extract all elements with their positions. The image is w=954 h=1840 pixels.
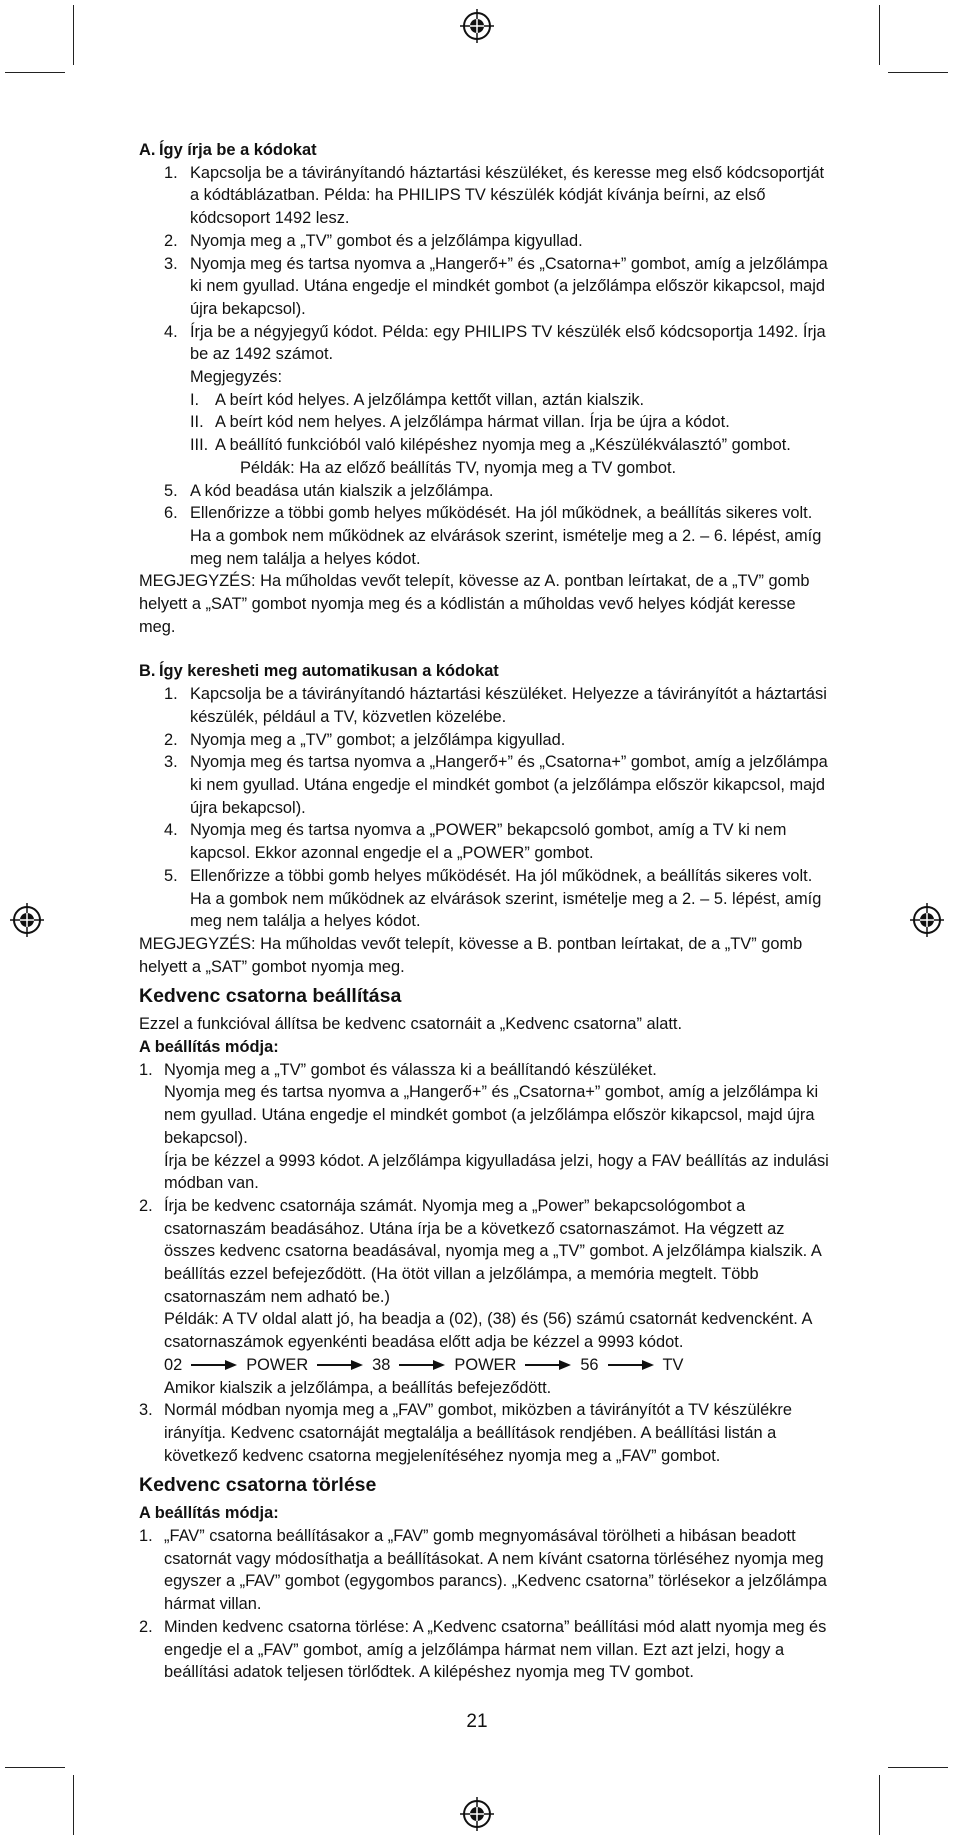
registration-mark-icon (10, 903, 44, 937)
fav-delete-steps (139, 1525, 829, 1684)
item-text: Kapcsolja be a távirányítandó háztartási készüléket, és keresse meg első kódcsoportját a kódtáblázatban. Példa: ha PHILIPS TV készülék kódját kívánja beírni, az első kódcsoport 1492 lesz. (190, 163, 825, 228)
channel-flow (164, 1354, 829, 1377)
note-text: A beírt kód helyes. A jelzőlámpa kettőt villan, aztán kialszik. (215, 390, 645, 409)
item-text: „FAV” csatorna beállításakor a „FAV” gomb megnyomásával törölheti a hibásan beadott csatornát vagy módosíthatja a beállításokat. A nem kívánt csatorna törléséhez nyomja meg egyszer a „FAV” gombot (egygombos parancs). „Kedvenc csatorna” törlésekor a jelzőlámpa hármat villan. (164, 1527, 827, 1614)
list-item (139, 1616, 829, 1684)
item-number: 1. (164, 685, 178, 704)
arrow-right-icon (608, 1360, 654, 1370)
list-item (139, 819, 829, 864)
item-number: 6. (164, 504, 178, 523)
item-text: Írja be a négyjegyű kódot. Példa: egy PHILIPS TV készülék első kódcsoportja 1492. Írja be az 1492 számot. (190, 322, 826, 364)
section-a-steps (139, 162, 829, 389)
note-example: Példák: Ha az előző beállítás TV, nyomja meg a TV gombot. (240, 458, 677, 477)
item-text: Nyomja meg a „TV” gombot; a jelzőlámpa kigyullad. (190, 730, 566, 749)
section-letter: A. (139, 141, 156, 159)
list-item (139, 230, 829, 253)
crop-mark (888, 1767, 948, 1768)
item-number: 1. (139, 1060, 153, 1079)
note-label: Megjegyzés: (190, 368, 283, 387)
note-text: A beírt kód nem helyes. A jelzőlámpa hármat villan. Írja be újra a kódot. (215, 413, 730, 432)
item-number: 1. (164, 163, 178, 182)
item-text: Kapcsolja be a távirányítandó háztartási készüléket. Helyezze a távirányítót a háztartási készülék, például a TV, közvetlen közelébe. (190, 685, 827, 726)
item-number: 2. (164, 231, 178, 250)
item-text: Normál módban nyomja meg a „FAV” gombot, miközben a távirányítót a TV készülékre irányítja. Kedvenc csatornáját megtalálja a beállítások rendjében. A beállítási listán a következő kedvenc csatorna megjelenítéséhez nyomja meg a „FAV” gombot. (164, 1401, 792, 1465)
item-number: 3. (164, 254, 178, 273)
fav-delete-heading: Kedvenc csatorna törlése (139, 1474, 377, 1497)
section-a-notes (139, 389, 829, 480)
item-number: 2. (139, 1196, 153, 1215)
registration-mark-icon (910, 903, 944, 937)
list-item (139, 865, 829, 933)
list-item (139, 162, 829, 230)
page-number: 21 (466, 1711, 488, 1732)
crop-mark (73, 5, 74, 65)
item-text: Ellenőrizze a többi gomb helyes működését. Ha jól működnek, a beállítás sikeres volt. Ha a gombok nem működnek az elvárások szerint, ismételje meg a 2. – 5. lépést, amíg meg nem találja a helyes kódot. (190, 866, 822, 931)
fav-set-heading: Kedvenc csatorna beállítása (139, 985, 402, 1008)
item-text: Írja be kézzel a 9993 kódot. A jelzőlámpa kigyulladása jelzi, hogy a FAV beállítás az indulási módban van. (164, 1151, 829, 1193)
list-item (139, 1399, 829, 1467)
crop-mark (888, 72, 948, 73)
section-title-text: Így keresheti meg automatikusan a kódokat (159, 662, 499, 681)
item-text: A kód beadása után kialszik a jelzőlámpa. (190, 481, 494, 500)
roman-number: III. (190, 436, 209, 455)
flow-token: TV (662, 1355, 684, 1374)
list-item (139, 502, 829, 570)
item-number: 4. (164, 322, 178, 341)
arrow-right-icon (191, 1360, 237, 1370)
arrow-right-icon (525, 1360, 571, 1370)
item-number: 5. (164, 481, 178, 500)
section-title-text: Így írja be a kódokat (159, 141, 317, 159)
flow-token: 02 (164, 1355, 183, 1374)
fav-set-subhead: A beállítás módja: (139, 1038, 279, 1057)
crop-mark (879, 1775, 880, 1835)
section-a-steps-cont (139, 480, 829, 571)
list-item (139, 480, 829, 503)
section-b-title (139, 660, 829, 683)
list-item (139, 253, 829, 321)
section-a-note: MEGJEGYZÉS: Ha műholdas vevőt telepít, kövesse az A. pontban leírtakat, de a „TV” gomb helyett a „SAT” gombot nyomja meg és a kódlistán a műholdas vevő helyes kódját keresse meg. (139, 572, 810, 636)
registration-mark-icon (460, 9, 494, 43)
list-item (139, 1059, 829, 1195)
item-text: Ellenőrizze a többi gomb helyes működését. Ha jól működnek, a beállítás sikeres volt. Ha a gombok nem működnek az elvárások szerint, ismételje meg a 2. – 6. lépést, amíg meg nem találja a helyes kódot. (190, 504, 822, 568)
arrow-right-icon (399, 1360, 445, 1370)
list-item (139, 321, 829, 389)
item-text: Minden kedvenc csatorna törlése: A „Kedvenc csatorna” beállítási mód alatt nyomja meg és engedje el a „FAV” gombot, amíg a jelzőlámpa hármat nem villan. Ezt azt jelzi, hogy a beállítási adatok teljesen törlődtek. A kilépéshez nyomja meg TV gombot. (164, 1617, 827, 1682)
section-letter: B. (139, 662, 156, 681)
roman-number: I. (190, 390, 200, 409)
note-item (139, 411, 829, 434)
list-item (139, 729, 829, 752)
note-item (139, 389, 829, 412)
registration-mark-icon (460, 1797, 494, 1831)
flow-token: POWER (454, 1355, 517, 1374)
list-item (139, 751, 829, 819)
item-number: 3. (139, 1401, 153, 1420)
section-b-steps (139, 683, 829, 933)
item-text: Nyomja meg és tartsa nyomva a „POWER” bekapcsoló gombot, amíg a TV ki nem kapcsol. Ekkor azonnal engedje el a „POWER” gombot. (190, 821, 787, 863)
list-item (139, 683, 829, 728)
list-item (139, 1195, 829, 1399)
section-b-note: MEGJEGYZÉS: Ha műholdas vevőt telepít, kövesse a B. pontban leírtakat, de a „TV” gomb helyett a „SAT” gombot nyomja meg. (139, 934, 803, 976)
note-text: A beállító funkcióból való kilépéshez nyomja meg a „Készülékválasztó” gombot. (215, 436, 791, 455)
list-item (139, 1525, 829, 1616)
item-number: 2. (164, 730, 178, 749)
item-number: 3. (164, 753, 178, 772)
page-content (139, 139, 829, 1684)
item-number: 1. (139, 1527, 153, 1546)
fav-delete-subhead: A beállítás módja: (139, 1504, 279, 1523)
roman-number: II. (190, 413, 204, 432)
item-text: Nyomja meg és tartsa nyomva a „Hangerő+” és „Csatorna+” gombot, amíg a jelzőlámpa ki nem gyullad. Utána engedje el mindkét gombot (a jelzőlámpa először kikapcsol, majd újra bekapcsol). (164, 1083, 819, 1147)
item-text: Nyomja meg a „TV” gombot és a jelzőlámpa kigyullad. (190, 231, 583, 250)
item-number: 2. (139, 1617, 153, 1636)
crop-mark (5, 1767, 65, 1768)
item-text: Írja be kedvenc csatornája számát. Nyomja meg a „Power” bekapcsológombot a csatornaszám beadásához. Utána írja be a következő csatornaszámot. Ha végzett az összes kedvenc csatorna beadásával, nyomja meg a „TV” gombot. A jelzőlámpa kialszik. A beállítás ezzel befejeződött. (Ha ötöt villan a jelzőlámpa, a memória megtelt. Több csatornaszám nem adható be.) (164, 1196, 821, 1306)
flow-token: 38 (372, 1355, 391, 1374)
fav-set-intro: Ezzel a funkcióval állítsa be kedvenc csatornáit a „Kedvenc csatorna” alatt. (139, 1015, 682, 1034)
item-text: Nyomja meg és tartsa nyomva a „Hangerő+” és „Csatorna+” gombot, amíg a jelzőlámpa ki nem gyullad. Utána engedje el mindkét gombot (a jelzőlámpa először kikapcsol, majd újra bekapcsol). (190, 753, 828, 817)
fav-set-steps (139, 1059, 829, 1468)
item-text: Példák: A TV oldal alatt jó, ha beadja a (02), (38) és (56) számú csatornát kedvencként. A csatornaszámok egyenkénti beadása előtt adja be kézzel a 9993 kódot. (164, 1310, 812, 1352)
flow-token: POWER (246, 1355, 309, 1374)
note-item (139, 434, 829, 457)
arrow-right-icon (317, 1360, 363, 1370)
item-number: 5. (164, 866, 178, 885)
flow-token: 56 (580, 1355, 599, 1374)
section-a-title (139, 139, 829, 162)
item-text: Amikor kialszik a jelzőlámpa, a beállítás befejeződött. (164, 1378, 552, 1397)
crop-mark (5, 72, 65, 73)
item-number: 4. (164, 821, 178, 840)
item-text: Nyomja meg és tartsa nyomva a „Hangerő+” és „Csatorna+” gombot, amíg a jelzőlámpa ki nem gyullad. Utána engedje el mindkét gombot (a jelzőlámpa először kikapcsol, majd újra bekapcsol). (190, 254, 828, 318)
crop-mark (73, 1775, 74, 1835)
item-text: Nyomja meg a „TV” gombot és válassza ki a beállítandó készüléket. (164, 1060, 657, 1079)
crop-mark (879, 5, 880, 65)
